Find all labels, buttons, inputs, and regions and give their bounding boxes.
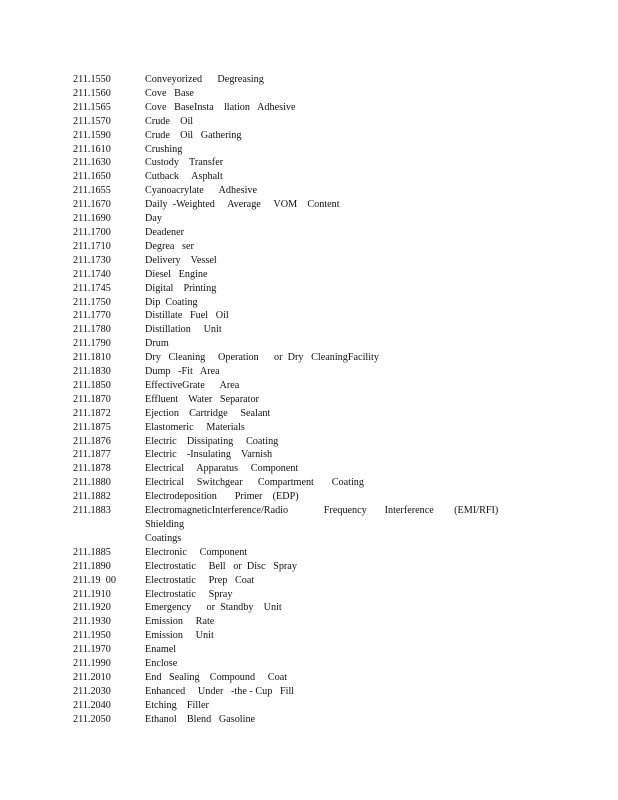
defined-term: Electronic Component (145, 546, 248, 558)
list-item (73, 379, 543, 393)
defined-term: Diesel Engine (145, 268, 208, 280)
list-item (73, 268, 543, 282)
list-item (73, 170, 543, 184)
list-item (73, 713, 543, 727)
section-number: 211.1878 (73, 463, 111, 475)
section-number: 211.1970 (73, 644, 111, 656)
list-item (73, 198, 543, 212)
list-item (73, 309, 543, 323)
list-item (73, 337, 543, 351)
list-item (73, 73, 543, 87)
defined-term: Custody Transfer (145, 157, 224, 169)
defined-term: Crude Oil (145, 115, 194, 127)
list-item (73, 588, 543, 602)
list-item (73, 407, 543, 421)
section-number: 211.1740 (73, 268, 111, 280)
list-item (73, 421, 543, 435)
defined-term: Cove Base (145, 87, 194, 99)
list-item (73, 476, 543, 490)
defined-term: Cutback Asphalt (145, 171, 223, 183)
list-item (73, 115, 543, 129)
defined-term: Enclose (145, 658, 178, 670)
section-number: 211.2050 (73, 713, 111, 725)
defined-term: Emergency or Standby Unit (145, 602, 282, 614)
section-number: 211.1690 (73, 213, 111, 225)
defined-term: Crude Oil Gathering (145, 129, 242, 141)
defined-term: Electrostatic Bell or Disc Spray (145, 560, 297, 572)
defined-term: ElectromagneticInterference/Radio Frequency Interference (EMI/RFI) Shielding Coatings (145, 505, 499, 544)
list-item (73, 643, 543, 657)
defined-term: Degrea ser (145, 240, 194, 252)
section-number: 211.1850 (73, 379, 111, 391)
list-item (73, 351, 543, 365)
defined-term: EffectiveGrate Area (145, 379, 240, 391)
section-number: 211.1700 (73, 226, 111, 238)
defined-term: Electrodeposition Primer (EDP) (145, 491, 299, 503)
list-item (73, 671, 543, 685)
defined-term: Distillate Fuel Oil (145, 310, 229, 322)
defined-term: Deadener (145, 226, 185, 238)
section-number: 211.1780 (73, 324, 111, 336)
list-item (73, 365, 543, 379)
list-item (73, 657, 543, 671)
section-number: 211.1880 (73, 477, 111, 489)
section-number: 211.1550 (73, 74, 111, 85)
list-item (73, 435, 543, 449)
defined-term: Electrostatic Spray (145, 588, 233, 600)
defined-term: Drum (145, 338, 169, 350)
defined-term: Ejection Cartridge Sealant (145, 407, 271, 419)
section-number: 211.1930 (73, 616, 111, 628)
section-number: 211.1610 (73, 143, 111, 155)
list-item (73, 323, 543, 337)
defined-term: Elastomeric Materials (145, 421, 245, 433)
list-item (73, 156, 543, 170)
section-number: 211.1920 (73, 602, 111, 614)
section-number: 211.1710 (73, 240, 111, 252)
list-item (73, 490, 543, 504)
defined-term: Electrostatic Prep Coat (145, 574, 255, 586)
section-number: 211.1890 (73, 560, 111, 572)
section-number: 211.1810 (73, 352, 111, 364)
list-item (73, 574, 543, 588)
defined-term: Ethanol Blend Gasoline (145, 713, 256, 725)
list-item (73, 296, 543, 310)
section-number: 211.1565 (73, 101, 111, 113)
definitions-list (73, 73, 543, 727)
section-number: 211.1790 (73, 338, 111, 350)
defined-term: Dry Cleaning Operation or Dry CleaningFacility (145, 352, 379, 364)
defined-term: Dump -Fit Area (145, 366, 220, 378)
defined-term: Dip Coating (145, 296, 198, 308)
defined-term: Day (145, 213, 162, 225)
defined-term: End Sealing Compound Coat (145, 671, 288, 683)
defined-term: Conveyorized Degreasing (145, 74, 264, 85)
list-item (73, 601, 543, 615)
list-item (73, 254, 543, 268)
section-number: 211.1655 (73, 185, 111, 197)
defined-term: Electrical Switchgear Compartment Coating (145, 477, 364, 489)
defined-term: Emission Rate (145, 616, 215, 628)
list-item (73, 143, 543, 157)
list-item (73, 462, 543, 476)
section-number: 211.1885 (73, 546, 111, 558)
defined-term: Daily -Weighted Average VOM Content (145, 199, 340, 211)
section-number: 211.1730 (73, 254, 111, 266)
section-number: 211.1590 (73, 129, 111, 141)
section-number: 211.1883 (73, 505, 111, 517)
defined-term: Electrical Apparatus Component (145, 463, 299, 475)
defined-term: Electric Dissipating Coating (145, 435, 279, 447)
list-item (73, 685, 543, 699)
list-item (73, 560, 543, 574)
defined-term: Electric -Insulating Varnish (145, 449, 273, 461)
section-number: 211.1882 (73, 491, 111, 503)
list-item (73, 101, 543, 115)
list-item (73, 504, 543, 546)
section-number: 211.1877 (73, 449, 111, 461)
list-item (73, 393, 543, 407)
section-number: 211.1745 (73, 282, 111, 294)
section-number: 211.2030 (73, 685, 111, 697)
defined-term: Digital Printing (145, 282, 217, 294)
defined-term: Cove BaseInsta llation Adhesive (145, 101, 296, 113)
section-number: 211.2010 (73, 671, 111, 683)
section-number: 211.1872 (73, 407, 111, 419)
list-item (73, 226, 543, 240)
defined-term: Enamel (145, 644, 177, 656)
defined-term: Delivery Vessel (145, 254, 217, 266)
list-item (73, 212, 543, 226)
section-number: 211.1630 (73, 157, 111, 169)
defined-term: Distillation Unit (145, 324, 222, 336)
list-item (73, 240, 543, 254)
list-item (73, 699, 543, 713)
section-number: 211.1570 (73, 115, 111, 127)
section-number: 211.1876 (73, 435, 111, 447)
list-item (73, 546, 543, 560)
section-number: 211.1990 (73, 658, 111, 670)
section-number: 211.1950 (73, 630, 111, 642)
section-number: 211.1670 (73, 199, 111, 211)
section-number: 211.1650 (73, 171, 111, 183)
section-number: 211.19 00 (73, 574, 116, 586)
defined-term: Emission Unit (145, 630, 214, 642)
section-number: 211.1875 (73, 421, 111, 433)
section-number: 211.1560 (73, 87, 111, 99)
list-item (73, 184, 543, 198)
defined-term: Etching Filler (145, 699, 209, 711)
section-number: 211.1770 (73, 310, 111, 322)
list-item (73, 615, 543, 629)
section-number: 211.1830 (73, 366, 111, 378)
list-item (73, 448, 543, 462)
section-number: 211.1910 (73, 588, 111, 600)
list-item (73, 282, 543, 296)
section-number: 211.1870 (73, 393, 111, 405)
defined-term: Enhanced Under -the - Cup Fill (145, 685, 295, 697)
section-number: 211.1750 (73, 296, 111, 308)
list-item (73, 629, 543, 643)
list-item (73, 87, 543, 101)
defined-term: Crushing (145, 143, 183, 155)
list-item (73, 129, 543, 143)
defined-term: Effluent Water Separator (145, 393, 259, 405)
defined-term: Cyanoacrylate Adhesive (145, 185, 258, 197)
section-number: 211.2040 (73, 699, 111, 711)
